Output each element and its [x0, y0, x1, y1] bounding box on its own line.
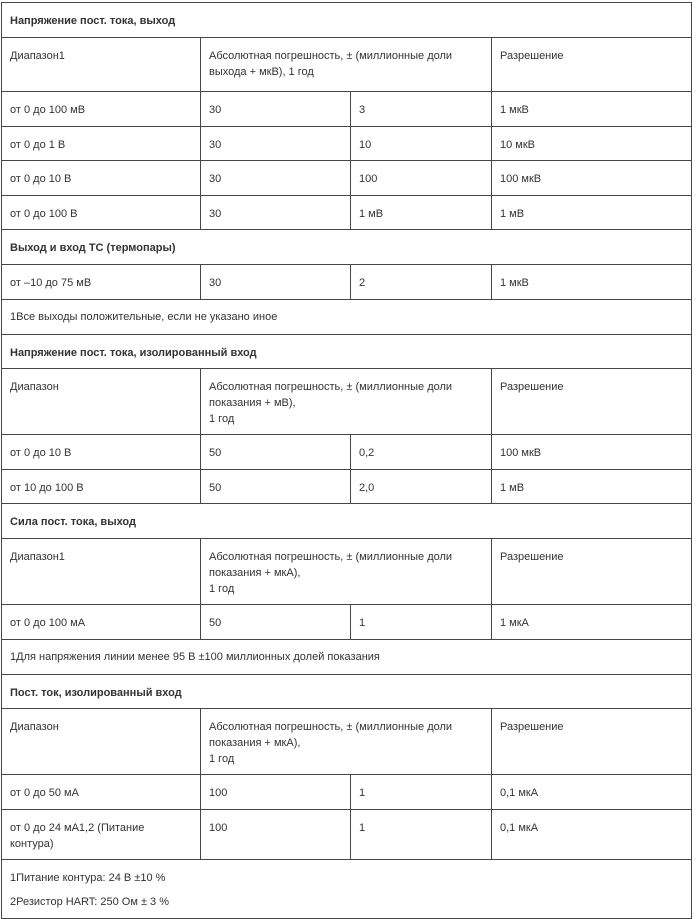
header-accuracy-line: показания + мВ),: [209, 397, 296, 409]
table-row: [2, 435, 692, 470]
header-range: Диапазон1: [2, 539, 201, 605]
note-row: [2, 300, 692, 335]
header-resolution: Разрешение: [492, 709, 692, 775]
cell-resolution: 10 мкВ: [492, 127, 692, 161]
header-range: Диапазон1: [2, 38, 201, 92]
header-accuracy: Абсолютная погрешность, ± (миллионные доли выхода + мкВ), 1 год: [201, 38, 492, 92]
cell-resolution: 0,1 мкА: [492, 775, 692, 810]
table-row: [2, 127, 692, 161]
cell-offset: 3: [351, 92, 492, 127]
header-row: [2, 709, 692, 775]
footnote: 1Все выходы положительные, если не указано иное: [2, 300, 692, 335]
header-accuracy-line: показания + мкА),: [209, 567, 301, 579]
cell-range: от 0 до 100 мА: [2, 605, 201, 640]
cell-resolution: 1 мкА: [492, 605, 692, 640]
table-row: [2, 265, 692, 300]
header-accuracy: [201, 709, 492, 775]
table-row: [2, 775, 692, 810]
section-title: Сила пост. тока, выход: [2, 504, 692, 539]
table-row: [2, 92, 692, 127]
cell-range: от 0 до 24 мА1,2 (Питание контура): [2, 810, 201, 860]
section-title-row: [2, 3, 692, 38]
cell-ppm: 30: [201, 92, 351, 127]
cell-resolution: 0,1 мкА: [492, 810, 692, 860]
header-row: [2, 369, 692, 435]
header-accuracy: [201, 539, 492, 605]
table-row: [2, 196, 692, 230]
header-range: Диапазон: [2, 369, 201, 435]
cell-range: от 0 до 100 В: [2, 196, 201, 230]
cell-offset: 1: [351, 605, 492, 640]
table-row: [2, 810, 692, 860]
cell-offset: 100: [351, 161, 492, 196]
header-resolution: Разрешение: [492, 369, 692, 435]
cell-offset: 1: [351, 810, 492, 860]
cell-resolution: 1 мВ: [492, 470, 692, 504]
section-title: Напряжение пост. тока, изолированный вход: [2, 335, 692, 369]
cell-range: от 0 до 1 В: [2, 127, 201, 161]
cell-resolution: 100 мкВ: [492, 161, 692, 196]
footnote: 1Для напряжения линии менее 95 В ±100 миллионных долей показания: [2, 640, 692, 675]
cell-ppm: 100: [201, 775, 351, 810]
cell-ppm: 30: [201, 127, 351, 161]
section-title-row: [2, 335, 692, 369]
cell-ppm: 30: [201, 196, 351, 230]
section-title: Напряжение пост. тока, выход: [2, 3, 692, 38]
cell-offset: 10: [351, 127, 492, 161]
header-range: Диапазон: [2, 709, 201, 775]
header-accuracy: [201, 369, 492, 435]
header-resolution: Разрешение: [492, 539, 692, 605]
cell-ppm: 50: [201, 470, 351, 504]
header-accuracy-line: Абсолютная погрешность, ± (миллионные доли: [209, 551, 453, 563]
cell-offset: 1 мВ: [351, 196, 492, 230]
header-resolution: Разрешение: [492, 38, 692, 92]
header-row: [2, 38, 692, 92]
header-accuracy-line: показания + мкА),: [209, 737, 301, 749]
cell-range: от –10 до 75 мВ: [2, 265, 201, 300]
cell-range: от 0 до 10 В: [2, 161, 201, 196]
cell-resolution: 1 мкВ: [492, 265, 692, 300]
section-title: Пост. ток, изолированный вход: [2, 675, 692, 709]
cell-range: от 0 до 10 В: [2, 435, 201, 470]
cell-range: от 0 до 50 мА: [2, 775, 201, 810]
section-title-row: [2, 230, 692, 265]
table-row: [2, 470, 692, 504]
header-accuracy-line: Абсолютная погрешность, ± (миллионные доли: [209, 721, 453, 733]
cell-ppm: 30: [201, 265, 351, 300]
cell-resolution: 100 мкВ: [492, 435, 692, 470]
footnotes: [2, 860, 692, 919]
table-row: [2, 161, 692, 196]
cell-offset: 0,2: [351, 435, 492, 470]
section-title-row: [2, 504, 692, 539]
note-row: [2, 860, 692, 919]
table-row: [2, 605, 692, 640]
cell-ppm: 100: [201, 810, 351, 860]
footnote: 2Резистор HART: 250 Ом ± 3 %: [10, 896, 170, 908]
header-row: [2, 539, 692, 605]
header-accuracy-line: 1 год: [209, 753, 235, 765]
cell-ppm: 50: [201, 605, 351, 640]
cell-ppm: 50: [201, 435, 351, 470]
cell-offset: 2,0: [351, 470, 492, 504]
cell-range: от 10 до 100 В: [2, 470, 201, 504]
section-title-row: [2, 675, 692, 709]
cell-range: от 0 до 100 мВ: [2, 92, 201, 127]
footnote: 1Питание контура: 24 В ±10 %: [10, 872, 166, 884]
cell-offset: 2: [351, 265, 492, 300]
spec-table: [1, 2, 692, 919]
header-accuracy-line: Абсолютная погрешность, ± (миллионные доли: [209, 381, 453, 393]
cell-ppm: 30: [201, 161, 351, 196]
header-accuracy-line: 1 год: [209, 413, 235, 425]
cell-offset: 1: [351, 775, 492, 810]
header-accuracy-line: 1 год: [209, 583, 235, 595]
section-title: Выход и вход ТС (термопары): [2, 230, 692, 265]
cell-resolution: 1 мВ: [492, 196, 692, 230]
note-row: [2, 640, 692, 675]
cell-resolution: 1 мкВ: [492, 92, 692, 127]
